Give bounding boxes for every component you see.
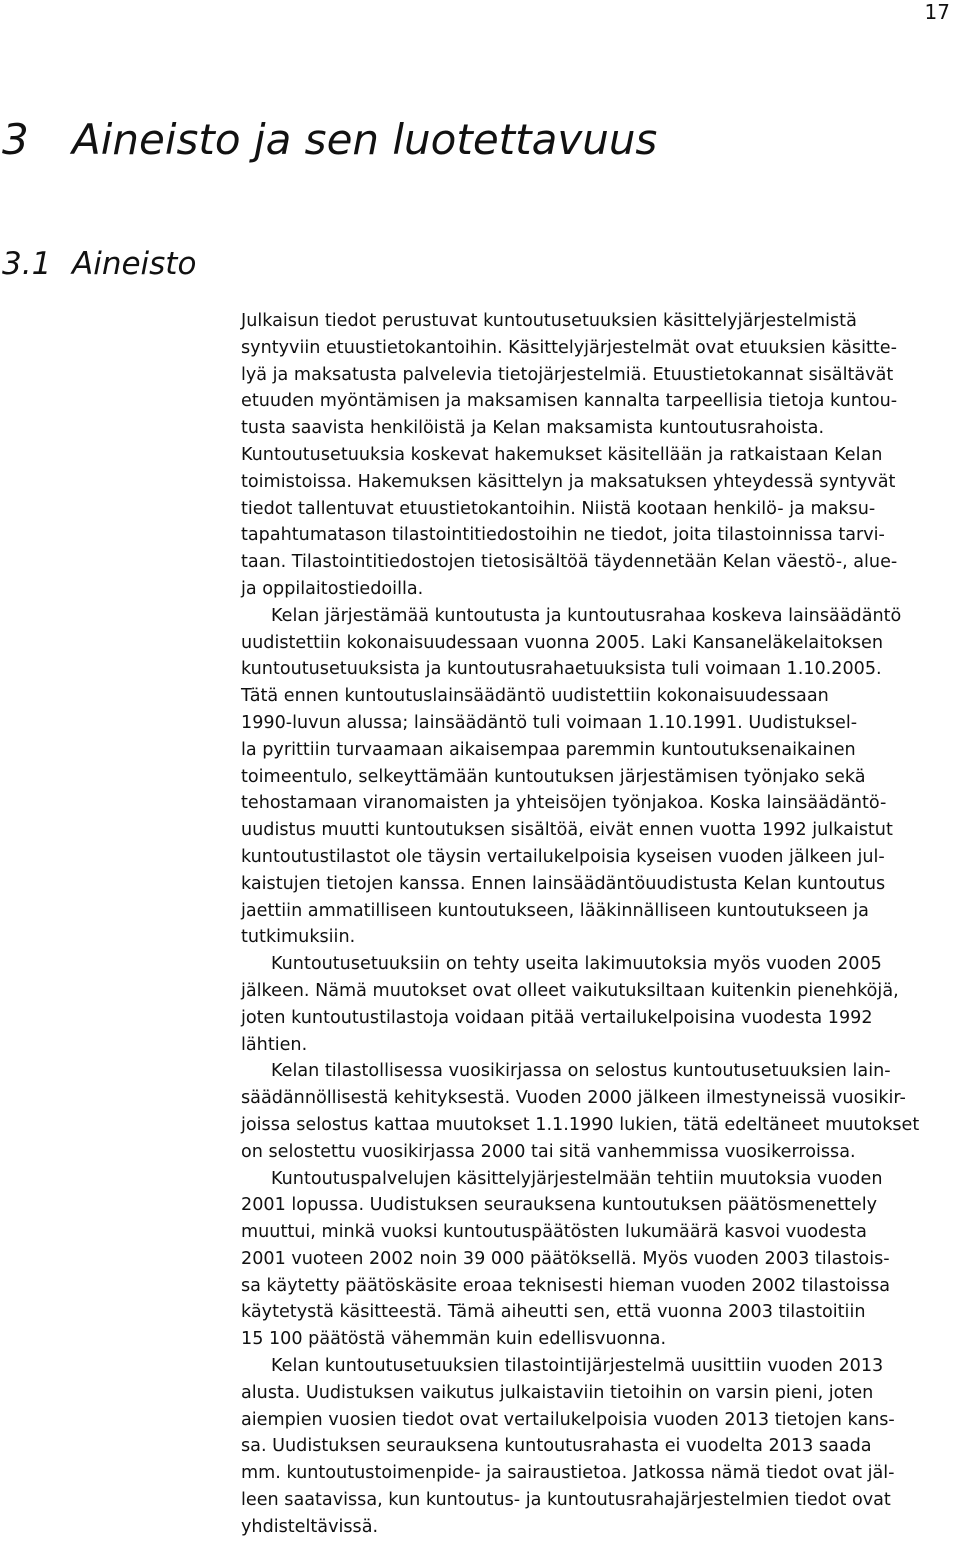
- section-title-text: Aineisto: [72, 246, 197, 282]
- section-number: 3.1: [2, 246, 52, 282]
- chapter-title-text: Aineisto ja sen luotettavuus: [72, 115, 658, 164]
- section-title: [2, 242, 196, 286]
- paragraph: Kelan järjestämää kuntoutusta ja kuntoutusrahaa koskeva lainsäädäntö uudistettiin kokonaisuudessaan vuonna 2005. Laki Kansaneläkelaitoksen kuntoutusetuuksista ja kuntoutusrahaetuuksista tuli voimaan 1.10.2005. Tätä ennen kuntoutuslainsäädäntö uudistettiin kokonaisuudessaan 1990-luvun alussa; lainsäädäntö tuli voimaan 1.10.1991. Uudistuksel- la pyrittiin turvaamaan aikaisempaa paremmin kuntoutuksenaikainen toimeentulo, selkeyttämään kuntoutuksen järjestämisen työnjako sekä tehostamaan viranomaisten ja yhteisöjen työnjakoa. Koska lainsäädäntö- uudistus muutti kuntoutuksen sisältöä, eivät ennen vuotta 1992 julkaistut kuntoutustilastot ole täysin vertailukelpoisia kyseisen vuoden jälkeen jul- kaistujen tietojen kanssa. Ennen lainsäädäntöuudistusta Kelan kuntoutus jaettiin ammatilliseen kuntoutukseen, lääkinnälliseen kuntoutukseen ja tutkimuksiin.: [241, 605, 902, 948]
- paragraph: Kelan kuntoutusetuuksien tilastointijärjestelmä uusittiin vuoden 2013 alusta. Uudistuksen vaikutus julkaistaviin tietoihin on varsin pieni, joten aiempien vuosien tiedot ovat vertailukelpoisia vuoden 2013 tietojen kans- sa. Uudistuksen seurauksena kuntoutusrahasta ei vuodelta 2013 saada mm. kuntoutustoimenpide- ja sairaustietoa. Jatkossa nämä tiedot ovat jäl- leen saatavissa, kun kuntoutus- ja kuntoutusrahajärjestelmien tiedot ovat yhdisteltävissä.: [241, 1356, 895, 1537]
- page-number: 17: [924, 0, 950, 24]
- chapter-title: [2, 112, 657, 168]
- paragraph: Kuntoutuspalvelujen käsittelyjärjestelmään tehtiin muutoksia vuoden 2001 lopussa. Uudistuksen seurauksena kuntoutuksen päätösmenettely muuttui, minkä vuoksi kuntoutuspäätösten lukumäärä kasvoi vuodesta 2001 vuoteen 2002 noin 39 000 päätöksellä. Myös vuoden 2003 tilastois- sa käytetty päätöskäsite eroaa teknisesti hieman vuoden 2002 tilastoissa käytetystä käsitteestä. Tämä aiheutti sen, että vuonna 2003 tilastoitiin 15 100 päätöstä vähemmän kuin edellisvuonna.: [241, 1168, 891, 1350]
- paragraph: Kuntoutusetuuksiin on tehty useita lakimuutoksia myös vuoden 2005 jälkeen. Nämä muutokset ovat olleet vaikutuksiltaan kuitenkin pienehköjä, joten kuntoutustilastoja voidaan pitää vertailukelpoisina vuodesta 1992 lähtien.: [241, 954, 899, 1055]
- paragraph: Kelan tilastollisessa vuosikirjassa on selostus kuntoutusetuuksien lain- säädännöllisestä kehityksestä. Vuoden 2000 jälkeen ilmestyneissä vuosikir- joissa selostus kattaa muutokset 1.1.1990 lukien, tätä edeltäneet muutokset on selostettu vuosikirjassa 2000 tai sitä vanhemmissa vuosikerroissa.: [241, 1061, 920, 1162]
- body-text: [241, 308, 956, 1541]
- chapter-number: 3: [2, 115, 29, 164]
- paragraph: Julkaisun tiedot perustuvat kuntoutusetuuksien käsittelyjärjestelmistä syntyviin etuustietokantoihin. Käsittelyjärjestelmät ovat etuuksien käsitte- lyä ja maksatusta palvelevia tietojärjestelmiä. Etuustietokannat sisältävät etuuden myöntämisen ja maksamisen kannalta tarpeellisia tietoja kuntou- tusta saavista henkilöistä ja Kelan maksamista kuntoutusrahoista. Kuntoutusetuuksia koskevat hakemukset käsitellään ja ratkaistaan Kelan toimistoissa. Hakemuksen käsittelyn ja maksatuksen yhteydessä syntyvät tiedot tallentuvat etuustietokantoihin. Niistä kootaan henkilö- ja maksu- tapahtumatason tilastointitiedostoihin ne tiedot, joita tilastoinnissa tarvi- taan. Tilastointitiedostojen tietosisältöä täydennetään Kelan väestö-, alue- ja oppilaitostiedoilla.: [241, 311, 898, 599]
